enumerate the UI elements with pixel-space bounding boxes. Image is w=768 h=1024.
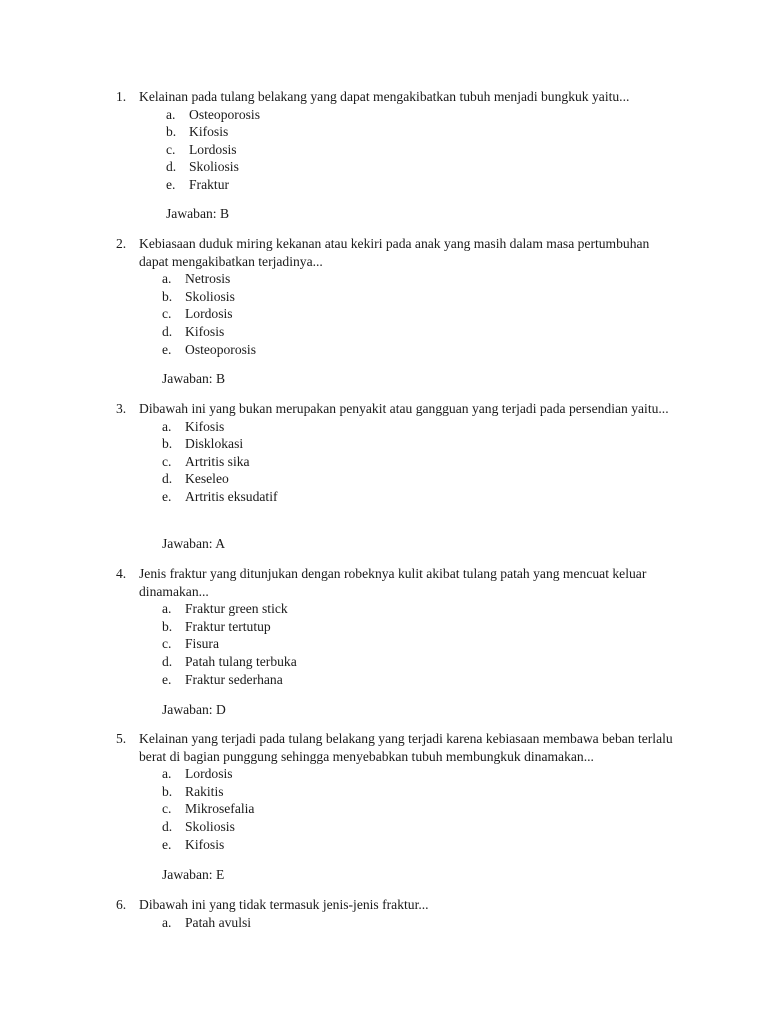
question-4: [0, 565, 768, 717]
option-text: Lordosis: [185, 306, 233, 322]
question-line: [0, 400, 679, 418]
option-letter: a.: [162, 418, 172, 434]
option-d: [0, 323, 768, 341]
option-letter: d.: [166, 159, 177, 175]
question-text: Kelainan yang terjadi pada tulang belakang yang terjadi karena kebiasaan membawa beban terlalu berat di bagian punggung sehingga menyebabkan tubuh membungkuk dinamakan...: [139, 731, 673, 764]
option-text: Lordosis: [189, 141, 237, 157]
option-text: Lordosis: [185, 766, 233, 782]
option-text: Fraktur tertutup: [185, 618, 271, 634]
option-d: [0, 158, 768, 176]
option-d: [0, 653, 768, 671]
option-letter: c.: [162, 636, 172, 652]
option-letter: b.: [162, 618, 173, 634]
option-text: Netrosis: [185, 271, 231, 287]
option-letter: c.: [162, 306, 172, 322]
option-a: [0, 765, 768, 783]
question-text: Jenis fraktur yang ditunjukan dengan robeknya kulit akibat tulang patah yang mencuat keluar dinamakan...: [139, 566, 647, 599]
option-e: [0, 341, 768, 359]
option-text: Mikrosefalia: [185, 801, 255, 817]
option-text: Keseleo: [185, 471, 229, 487]
option-letter: c.: [166, 141, 176, 157]
question-number: 6.: [116, 897, 127, 912]
option-letter: e.: [162, 488, 172, 504]
option-text: Skoliosis: [185, 818, 235, 834]
option-c: [0, 800, 768, 818]
option-e: [0, 836, 768, 854]
question-line: [0, 730, 679, 765]
option-letter: c.: [162, 801, 172, 817]
option-a: [0, 914, 768, 932]
option-text: Disklokasi: [185, 436, 244, 452]
option-letter: e.: [162, 671, 172, 687]
question-number: 1.: [116, 89, 127, 104]
answer-key: Jawaban: B: [166, 206, 230, 221]
option-b: [0, 288, 768, 306]
option-text: Skoliosis: [185, 288, 235, 304]
option-text: Osteoporosis: [185, 341, 256, 357]
option-text: Kifosis: [189, 124, 229, 140]
option-letter: a.: [162, 914, 172, 930]
options-list: [0, 418, 768, 506]
answer-key: Jawaban: E: [162, 867, 225, 882]
question-text: Kebiasaan duduk miring kekanan atau kekiri pada anak yang masih dalam masa pertumbuhan dapat mengakibatkan terjadinya...: [139, 236, 650, 269]
options-list: [0, 106, 768, 194]
options-list: [0, 765, 768, 853]
option-a: [0, 270, 768, 288]
options-list: [0, 914, 768, 932]
option-letter: a.: [166, 106, 176, 122]
question-6: [0, 896, 768, 931]
question-number: 3.: [116, 401, 127, 416]
question-3: [0, 400, 768, 551]
question-number: 4.: [116, 566, 127, 581]
option-c: [0, 141, 768, 159]
option-letter: d.: [162, 653, 173, 669]
question-number: 2.: [116, 236, 127, 251]
option-letter: c.: [162, 453, 172, 469]
option-c: [0, 305, 768, 323]
option-text: Fraktur sederhana: [185, 671, 283, 687]
option-text: Fraktur: [189, 176, 230, 192]
option-letter: d.: [162, 471, 173, 487]
option-text: Patah tulang terbuka: [185, 653, 297, 669]
question-5: [0, 730, 768, 882]
option-text: Patah avulsi: [185, 914, 252, 930]
option-e: [0, 671, 768, 689]
option-text: Artritis sika: [185, 453, 250, 469]
question-text: Dibawah ini yang bukan merupakan penyakit atau gangguan yang terjadi pada persendian yaitu...: [139, 401, 669, 416]
option-c: [0, 453, 768, 471]
option-letter: b.: [166, 124, 177, 140]
option-b: [0, 435, 768, 453]
option-text: Fisura: [185, 636, 219, 652]
question-line: [0, 896, 679, 914]
option-letter: a.: [162, 271, 172, 287]
question-1: [0, 88, 768, 221]
option-a: [0, 106, 768, 124]
options-list: [0, 270, 768, 358]
option-letter: d.: [162, 818, 173, 834]
option-text: Kifosis: [185, 418, 225, 434]
question-2: [0, 235, 768, 386]
option-text: Kifosis: [185, 323, 225, 339]
question-line: [0, 88, 679, 106]
option-e: [0, 176, 768, 194]
answer-key: Jawaban: D: [162, 702, 226, 717]
question-line: [0, 235, 679, 270]
option-letter: b.: [162, 436, 173, 452]
option-c: [0, 635, 768, 653]
option-b: [0, 123, 768, 141]
option-text: Osteoporosis: [189, 106, 260, 122]
option-letter: d.: [162, 323, 173, 339]
option-text: Skoliosis: [189, 159, 239, 175]
option-letter: e.: [162, 836, 172, 852]
question-line: [0, 565, 679, 600]
option-text: Kifosis: [185, 836, 225, 852]
options-list: [0, 600, 768, 688]
option-a: [0, 418, 768, 436]
answer-key: Jawaban: A: [162, 536, 226, 551]
option-d: [0, 470, 768, 488]
question-text: Kelainan pada tulang belakang yang dapat mengakibatkan tubuh menjadi bungkuk yaitu...: [139, 89, 630, 104]
option-text: Fraktur green stick: [185, 601, 288, 617]
question-text: Dibawah ini yang tidak termasuk jenis-jenis fraktur...: [139, 897, 429, 912]
option-letter: b.: [162, 783, 173, 799]
option-letter: e.: [166, 176, 176, 192]
option-a: [0, 600, 768, 618]
option-b: [0, 618, 768, 636]
option-e: [0, 488, 768, 506]
option-b: [0, 783, 768, 801]
option-letter: a.: [162, 601, 172, 617]
option-letter: a.: [162, 766, 172, 782]
answer-key: Jawaban: B: [162, 371, 226, 386]
question-number: 5.: [116, 731, 127, 746]
option-d: [0, 818, 768, 836]
option-text: Artritis eksudatif: [185, 488, 278, 504]
option-letter: b.: [162, 288, 173, 304]
option-text: Rakitis: [185, 783, 224, 799]
option-letter: e.: [162, 341, 172, 357]
